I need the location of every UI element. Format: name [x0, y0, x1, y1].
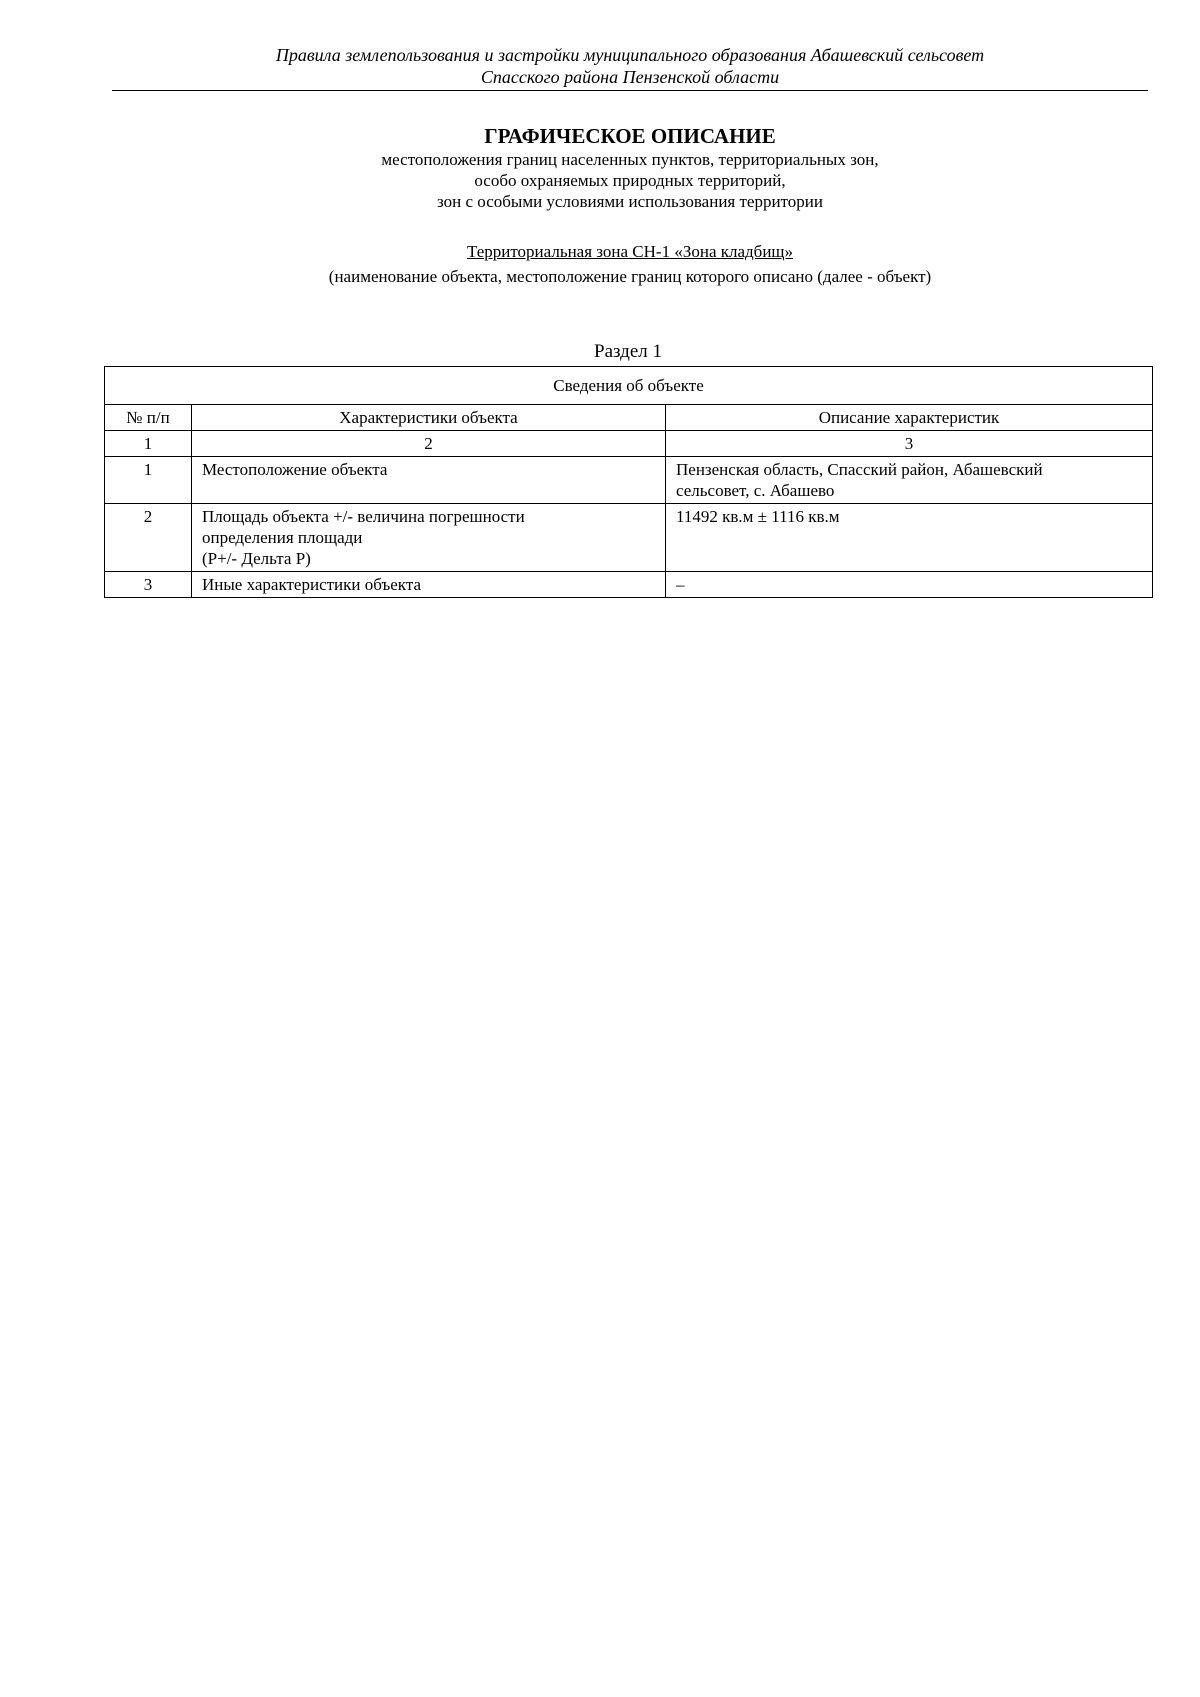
table-row	[105, 504, 1153, 572]
row-description	[666, 572, 1153, 598]
row-characteristic-line: (P+/- Дельта P)	[202, 549, 311, 568]
running-header-line-1: Правила землепользования и застройки муниципального образования Абашевский сельсовет	[275, 45, 985, 65]
header-description: Описание характеристик	[666, 405, 1153, 431]
row-description-line: –	[676, 575, 685, 594]
row-characteristic	[192, 572, 666, 598]
row-characteristic-line: определения площади	[202, 528, 363, 547]
row-description-line: сельсовет, с. Абашево	[676, 481, 835, 500]
row-characteristic-line: Площадь объекта +/- величина погрешности	[202, 507, 525, 526]
title-block	[112, 123, 1148, 212]
column-number-3: 3	[666, 431, 1153, 457]
column-number-1: 1	[105, 431, 192, 457]
row-number: 2	[105, 504, 192, 572]
running-header	[112, 44, 1148, 88]
row-number: 1	[105, 457, 192, 504]
document-title: ГРАФИЧЕСКОЕ ОПИСАНИЕ	[484, 124, 776, 148]
header-characteristic: Характеристики объекта	[192, 405, 666, 431]
section-title: Раздел 1	[594, 341, 662, 362]
row-description-line: Пензенская область, Спасский район, Абашевский	[676, 460, 1043, 479]
header-number: № п/п	[105, 405, 192, 431]
row-description	[666, 457, 1153, 504]
table-column-number-row	[105, 431, 1153, 457]
object-info-table	[104, 366, 1153, 598]
running-header-line-2: Спасского района Пензенской области	[480, 67, 780, 87]
row-characteristic-line: Местоположение объекта	[202, 460, 388, 479]
column-number-2: 2	[192, 431, 666, 457]
row-characteristic-line: Иные характеристики объекта	[202, 575, 422, 594]
row-description-line: 11492 кв.м ± 1116 кв.м	[676, 507, 840, 526]
row-characteristic	[192, 457, 666, 504]
document-subtitle-line-2: особо охраняемых природных территорий,	[474, 171, 786, 190]
object-name	[112, 241, 1148, 262]
table-header-row	[105, 405, 1153, 431]
table-caption: Сведения об объекте	[105, 367, 1153, 405]
row-characteristic	[192, 504, 666, 572]
table-caption-row	[105, 367, 1153, 405]
document-subtitle-line-3: зон с особыми условиями использования территории	[437, 192, 823, 211]
header-divider	[112, 90, 1148, 91]
object-name-text: Территориальная зона СН-1 «Зона кладбищ»	[466, 242, 794, 261]
row-number: 3	[105, 572, 192, 598]
table-row	[105, 457, 1153, 504]
object-caption: (наименование объекта, местоположение границ которого описано (далее - объект)	[328, 267, 932, 286]
table-row	[105, 572, 1153, 598]
row-description	[666, 504, 1153, 572]
document-subtitle-line-1: местоположения границ населенных пунктов, территориальных зон,	[381, 150, 879, 169]
